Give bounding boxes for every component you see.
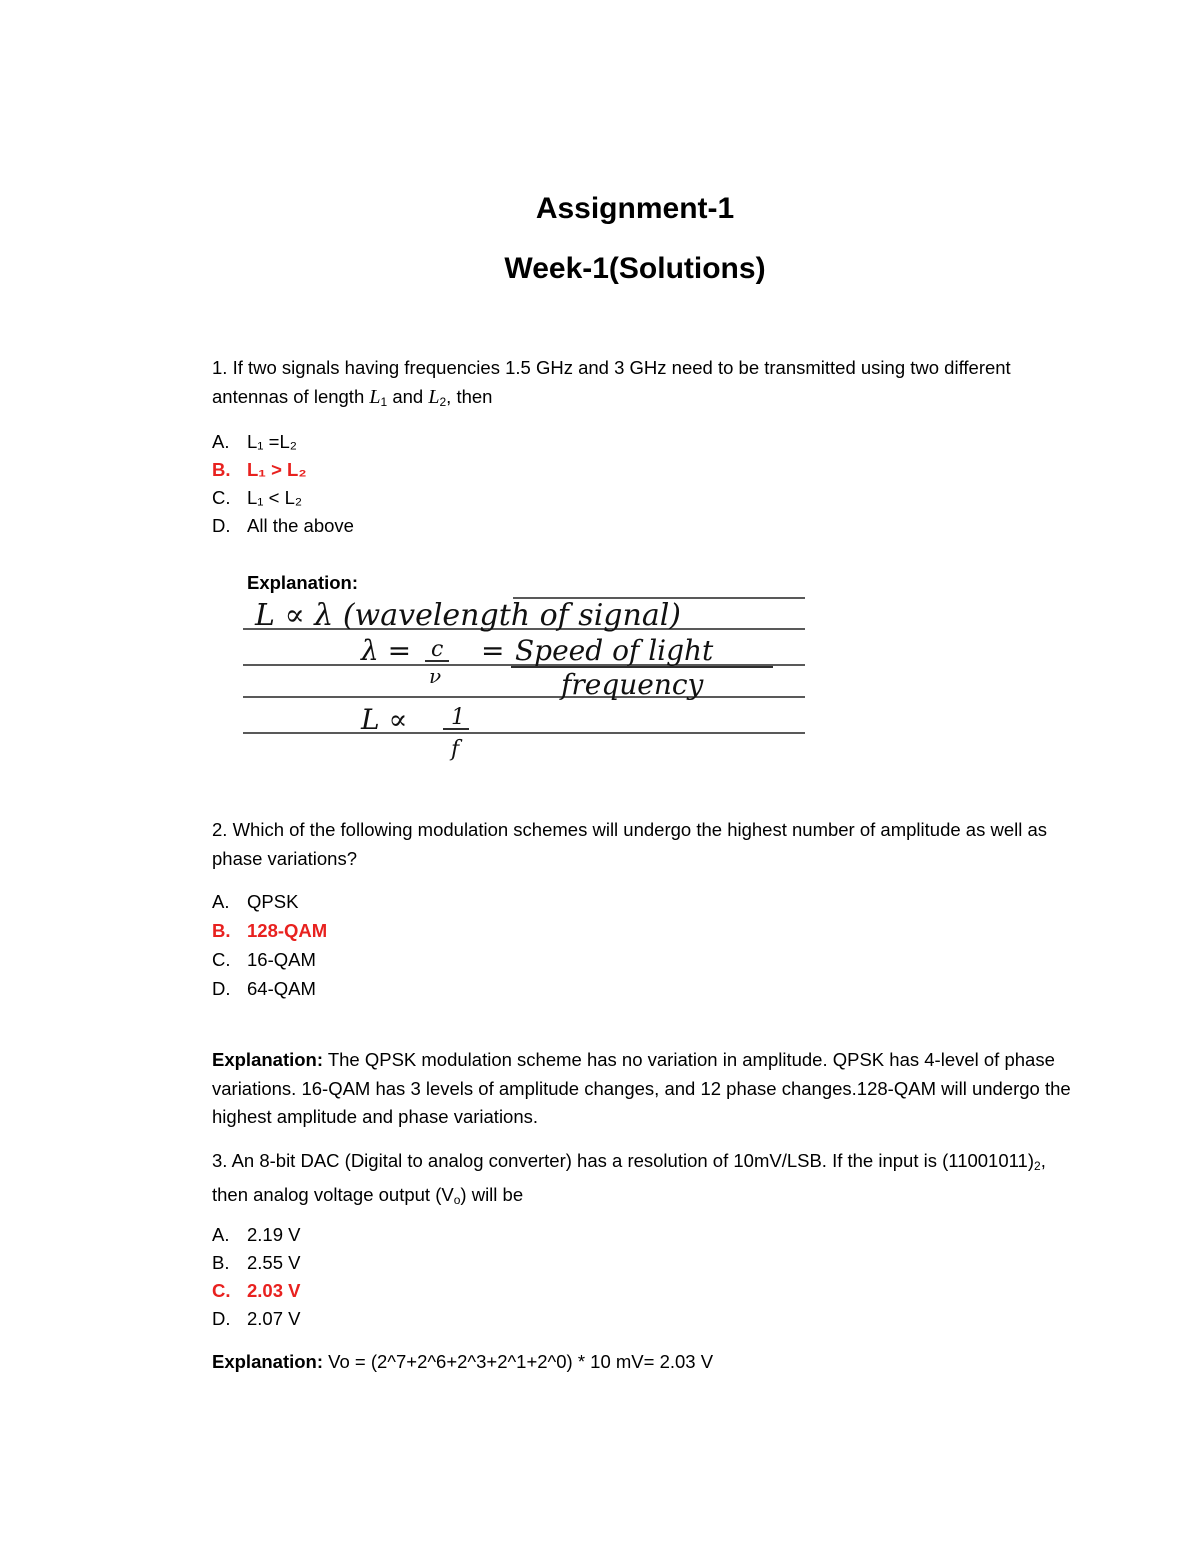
option-letter: B. [212,920,231,941]
page-title: Assignment-1 [535,192,735,225]
explanation-text: Vo = (2^7+2^6+2^3+2^1+2^0) * 10 mV= 2.03 V [328,1351,714,1372]
subscript: 2 [439,394,447,409]
option-text: L₁ =L₂ [247,431,297,452]
subscript: 2 [1034,1159,1041,1173]
handwritten-lambda: λ = [361,634,412,667]
option-text: 128-QAM [247,920,328,941]
option-letter: B. [212,1252,230,1273]
question-text: ) will be [460,1183,524,1205]
handwritten-one: 1 [451,705,465,730]
symbol-l1: L [369,385,381,408]
option-d[interactable] [212,515,354,537]
question-text: If two signals having frequencies 1.5 GHz and 3 GHz need to be transmitted using two different antennas of length [212,357,1011,407]
question-2 [212,816,1082,873]
question-number: 1. [212,357,228,378]
option-c[interactable] [212,949,316,971]
option-a[interactable] [212,1224,301,1246]
question-1 [212,354,1082,416]
page-subtitle: Week-1(Solutions) [504,252,766,285]
option-text: All the above [247,515,354,536]
explanation-3 [212,1348,1082,1377]
explanation-label: Explanation: [212,1351,324,1372]
option-text: QPSK [247,891,299,912]
handwritten-equals: = [481,634,505,667]
option-letter: B. [212,459,231,480]
option-b-correct[interactable] [212,920,327,942]
option-text: 2.07 V [247,1308,301,1329]
question-text: and [392,385,424,407]
option-text: 2.55 V [247,1252,301,1273]
question-number: 3. [212,1150,228,1171]
question-text: An 8-bit DAC (Digital to analog converter) has a resolution of 10mV/LSB. If the input is (11001011) [231,1150,1034,1171]
question-text: Which of the following modulation schemes will undergo the highest number of amplitude as well as phase variations? [212,819,1048,869]
handwritten-speed-of-light: Speed of light [515,634,714,667]
option-b-correct[interactable] [212,459,307,481]
subscript: 1 [380,394,388,409]
option-b[interactable] [212,1252,301,1274]
handwritten-c: c [431,637,444,662]
handwritten-l-prop: L ∝ [361,703,408,736]
option-letter: C. [212,1280,231,1301]
option-letter: A. [212,431,230,452]
option-text: 2.03 V [247,1280,301,1301]
explanation-label: Explanation: [212,1049,324,1070]
option-text: L₁ > L₂ [247,459,307,480]
question-3 [212,1147,1082,1214]
option-letter: A. [212,891,230,912]
option-text: L₁ < L₂ [247,487,303,508]
option-text: 64-QAM [247,978,316,999]
handwritten-f: f [451,737,460,762]
subscript: o [453,1192,461,1207]
question-text: , then analog voltage output (V [212,1150,1046,1205]
option-letter: C. [212,487,231,508]
option-a[interactable] [212,891,298,913]
option-c[interactable] [212,487,302,509]
option-letter: D. [212,515,231,536]
option-text: 2.19 V [247,1224,301,1245]
explanation-text: The QPSK modulation scheme has no variation in amplitude. QPSK has 4-level of phase variations. 16-QAM has 3 levels of amplitude changes, and 12 phase changes.128-QAM will undergo the highest amplitude and phase variations. [212,1049,1071,1127]
handwritten-frequency: frequency [561,668,704,701]
option-letter: C. [212,949,231,970]
handwritten-explanation-image [243,594,808,766]
question-number: 2. [212,819,228,840]
symbol-l2: L [428,385,440,408]
handwritten-line-1: L ∝ λ (wavelength of signal) [255,598,682,633]
option-letter: D. [212,978,231,999]
handwritten-nu: ν [429,664,442,688]
option-letter: D. [212,1308,231,1329]
option-c-correct[interactable] [212,1280,301,1302]
explanation-label: Explanation: [247,572,359,593]
option-a[interactable] [212,431,297,453]
question-text: , then [446,385,493,407]
option-d[interactable] [212,978,316,1000]
option-d[interactable] [212,1308,301,1330]
option-text: 16-QAM [247,949,316,970]
option-letter: A. [212,1224,230,1245]
explanation-2 [212,1046,1082,1132]
